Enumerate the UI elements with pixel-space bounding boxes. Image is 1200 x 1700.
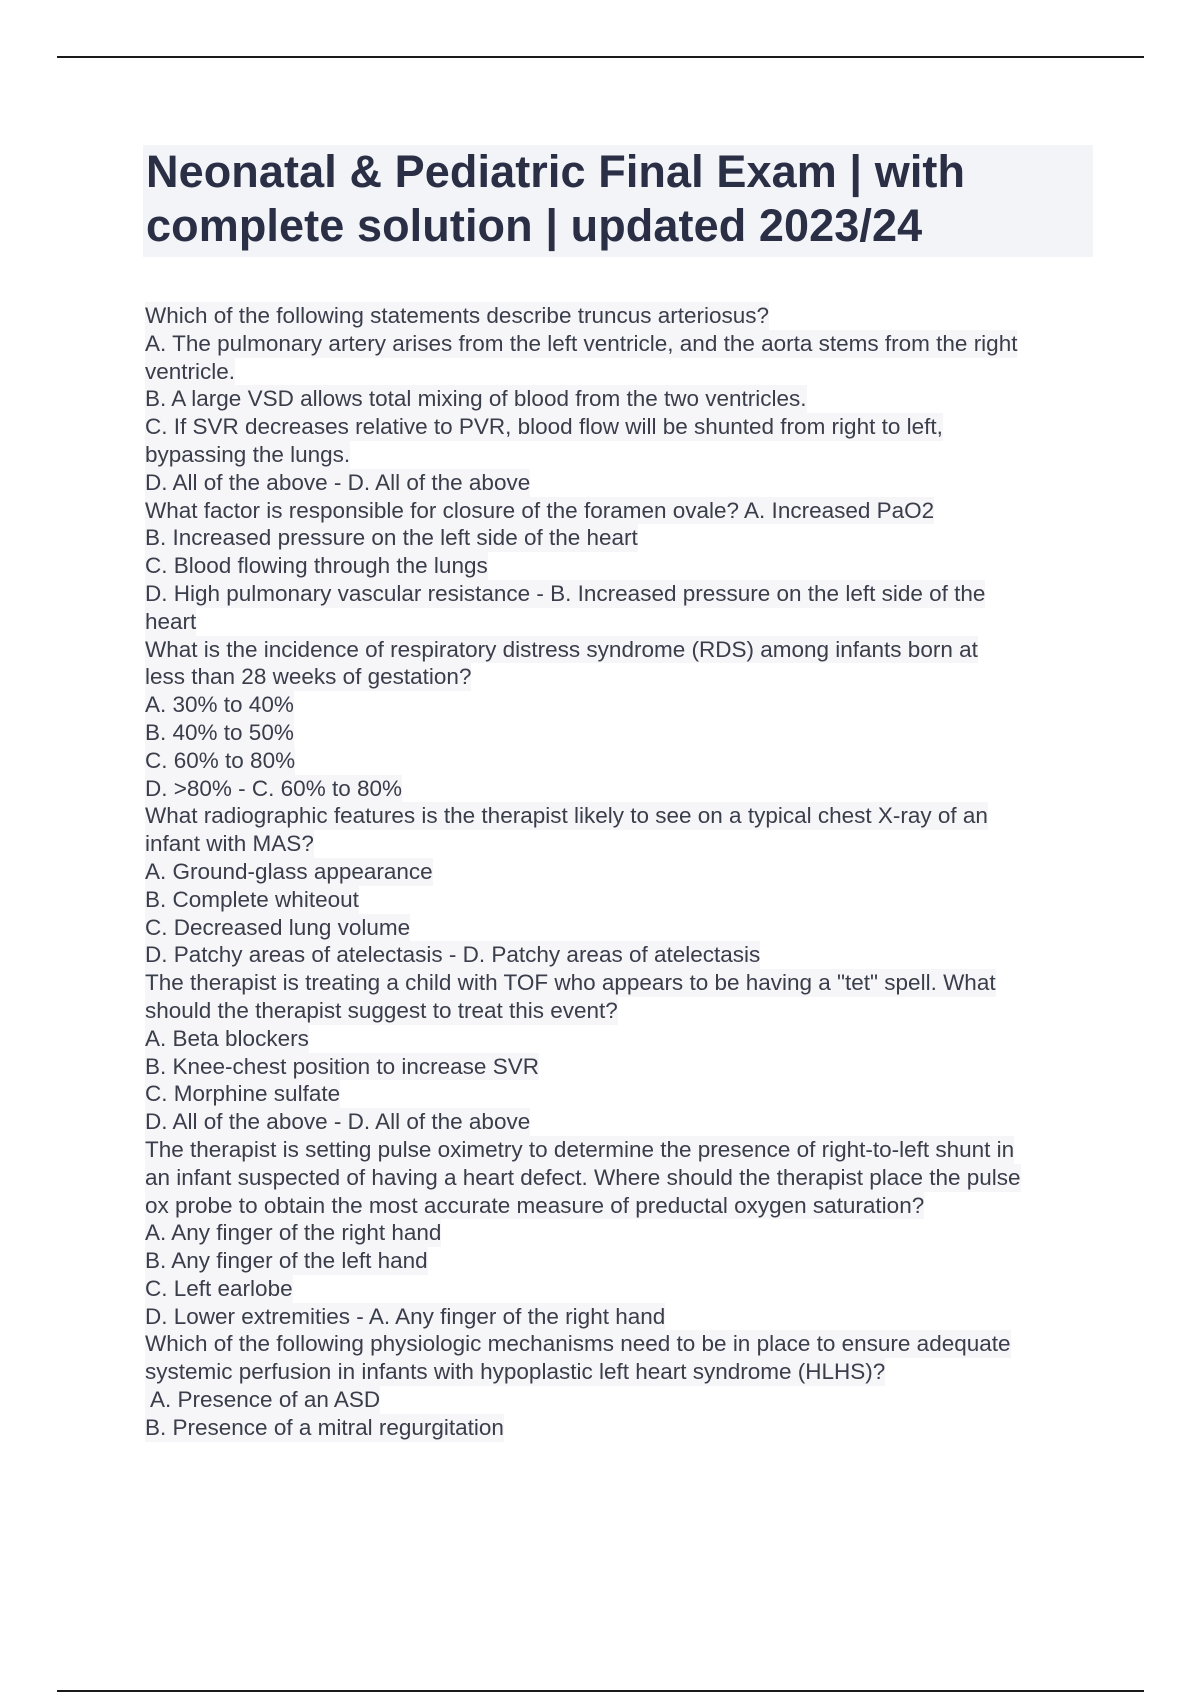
text-line: A. Beta blockers [145, 1025, 309, 1051]
text-line: What is the incidence of respiratory distress syndrome (RDS) among infants born at [145, 636, 978, 662]
text-line: B. Complete whiteout [145, 886, 359, 912]
text-line: C. Blood flowing through the lungs [145, 553, 488, 579]
text-line: B. Any finger of the left hand [145, 1248, 428, 1274]
text-line: The therapist is treating a child with TOF who appears to be having a "tet" spell. What [145, 970, 996, 996]
text-line: A. Any finger of the right hand [145, 1220, 442, 1246]
text-line: Which of the following physiologic mechanisms need to be in place to ensure adequate [145, 1331, 1011, 1357]
bottom-rule [57, 1690, 1144, 1692]
text-line: an infant suspected of having a heart defect. Where should the therapist place the pulse [145, 1164, 1021, 1190]
text-line: The therapist is setting pulse oximetry to determine the presence of right-to-left shunt in [145, 1136, 1015, 1162]
text-line: A. Presence of an ASD [145, 1387, 381, 1413]
text-line: C. Morphine sulfate [145, 1081, 341, 1107]
text-line: A. The pulmonary artery arises from the left ventricle, and the aorta stems from the right [145, 330, 1018, 356]
text-line: systemic perfusion in infants with hypoplastic left heart syndrome (HLHS)? [145, 1359, 886, 1385]
text-line: bypassing the lungs. [145, 441, 351, 467]
text-line: D. High pulmonary vascular resistance - B. Increased pressure on the left side of the [145, 580, 986, 606]
question-body [145, 302, 1095, 1442]
text-line: ox probe to obtain the most accurate measure of preductal oxygen saturation? [145, 1192, 925, 1218]
text-line: infant with MAS? [145, 831, 314, 857]
top-rule [57, 56, 1144, 58]
title-line-1: Neonatal & Pediatric Final Exam | with [146, 146, 966, 197]
text-line: B. Increased pressure on the left side of the heart [145, 525, 638, 551]
text-line: should the therapist suggest to treat this event? [145, 997, 618, 1023]
text-line: ventricle. [145, 358, 236, 384]
text-line: B. 40% to 50% [145, 719, 294, 745]
text-line: C. Decreased lung volume [145, 914, 411, 940]
text-line: heart [145, 608, 197, 634]
text-line: A. 30% to 40% [145, 692, 294, 718]
text-line: D. All of the above - D. All of the above [145, 1109, 531, 1135]
text-line: A. Ground-glass appearance [145, 858, 433, 884]
text-line: B. Presence of a mitral regurgitation [145, 1414, 504, 1440]
text-line: C. Left earlobe [145, 1275, 293, 1301]
text-line: less than 28 weeks of gestation? [145, 664, 472, 690]
text-line: What factor is responsible for closure of the foramen ovale? A. Increased PaO2 [145, 497, 935, 523]
text-line: D. All of the above - D. All of the above [145, 469, 531, 495]
text-line: C. If SVR decreases relative to PVR, blood flow will be shunted from right to left, [145, 414, 943, 440]
text-line: B. A large VSD allows total mixing of blood from the two ventricles. [145, 386, 807, 412]
text-line: What radiographic features is the therapist likely to see on a typical chest X-ray of an [145, 803, 988, 829]
title-block [143, 145, 1093, 257]
text-line: B. Knee-chest position to increase SVR [145, 1053, 539, 1079]
text-line: C. 60% to 80% [145, 747, 296, 773]
text-line: D. Lower extremities - A. Any finger of the right hand [145, 1303, 666, 1329]
title-line-2: complete solution | updated 2023/24 [146, 200, 923, 251]
text-line: Which of the following statements describe truncus arteriosus? [145, 303, 770, 328]
text-line: D. >80% - C. 60% to 80% [145, 775, 403, 801]
text-line: D. Patchy areas of atelectasis - D. Patchy areas of atelectasis [145, 942, 761, 968]
document-title [143, 145, 1093, 253]
